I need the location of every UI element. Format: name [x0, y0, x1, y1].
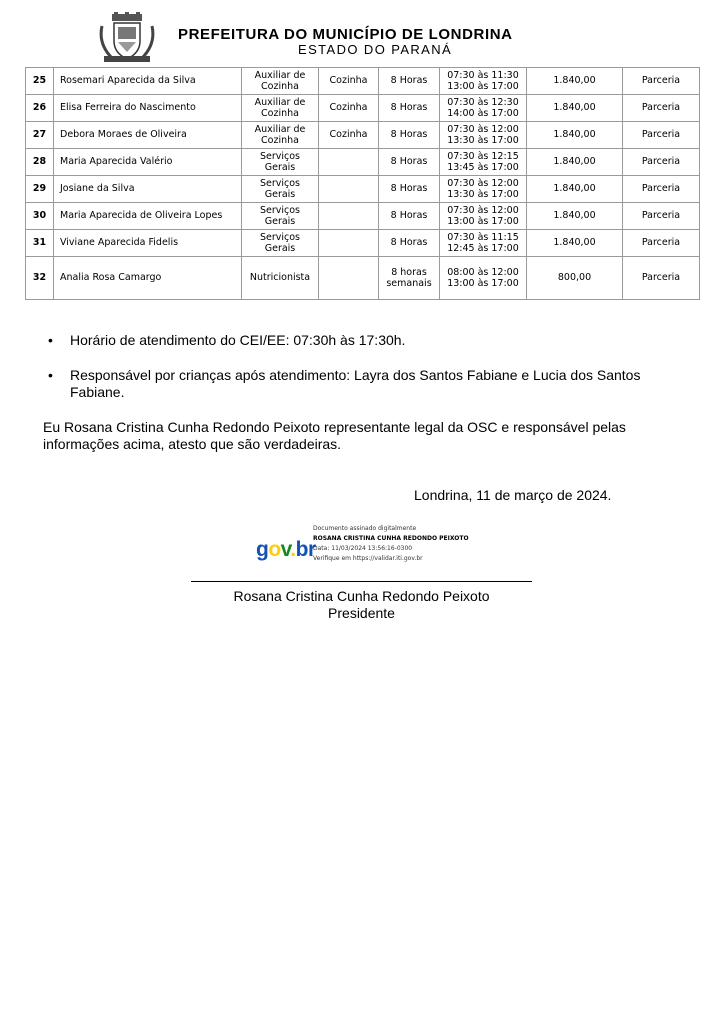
employee-name-text: Maria Aparecida Valério	[60, 156, 173, 168]
job-role-text: Auxiliar de	[254, 69, 306, 81]
employee-name-text: Analia Rosa Camargo	[60, 272, 162, 284]
bullet-glyph: •	[48, 332, 53, 348]
work-schedule-text: 13:30 às 17:00	[447, 189, 519, 200]
work-schedule	[440, 257, 527, 300]
job-role-text: Auxiliar de	[254, 96, 306, 108]
employee-name-text: Josiane da Silva	[60, 183, 135, 195]
job-role	[242, 95, 319, 122]
table-row	[26, 95, 700, 122]
row-number-text: 31	[32, 237, 47, 249]
work-schedule-text: 13:00 às 17:00	[447, 81, 519, 92]
salary-value-text: 1.840,00	[553, 183, 596, 195]
work-hours	[379, 149, 440, 176]
employment-link-text: Parceria	[641, 156, 681, 168]
row-number	[26, 122, 54, 149]
employee-name	[54, 257, 242, 300]
salary-value-text: 1.840,00	[553, 210, 596, 222]
date-line: Londrina, 11 de março de 2024.	[414, 487, 612, 503]
employee-name-text: Rosemari Aparecida da Silva	[60, 75, 196, 87]
work-schedule-text: 07:30 às 11:30	[447, 69, 519, 81]
table-row	[26, 68, 700, 95]
employment-link-text: Parceria	[641, 272, 681, 284]
employment-link-text: Parceria	[641, 210, 681, 222]
employment-link	[623, 203, 700, 230]
employment-link	[623, 149, 700, 176]
job-role-text: Cozinha	[261, 135, 299, 146]
row-number-text: 30	[32, 210, 47, 222]
salary-value-text: 800,00	[557, 272, 592, 284]
work-schedule-text: 07:30 às 12:15	[447, 150, 519, 162]
notes-list	[48, 332, 668, 419]
work-hours-text: 8 Horas	[390, 75, 428, 87]
row-number	[26, 176, 54, 203]
employee-name-text: Viviane Aparecida Fidelis	[60, 237, 179, 249]
work-sector	[319, 68, 379, 95]
row-number-text: 28	[32, 156, 47, 168]
work-sector-text: Cozinha	[329, 129, 368, 141]
work-hours	[379, 122, 440, 149]
salary-value	[527, 95, 623, 122]
list-item	[48, 367, 668, 401]
employment-link-text: Parceria	[641, 183, 681, 195]
salary-value-text: 1.840,00	[553, 156, 596, 168]
municipality-title: PREFEITURA DO MUNICÍPIO DE LONDRINA	[178, 26, 513, 43]
work-schedule	[440, 68, 527, 95]
work-hours-text: 8 Horas	[390, 102, 428, 114]
work-hours-text: 8 horas	[391, 266, 427, 278]
row-number-text: 29	[32, 183, 47, 195]
signatory-role: Presidente	[328, 605, 395, 621]
work-hours-text: 8 Horas	[390, 156, 428, 168]
employment-link	[623, 257, 700, 300]
work-hours-text: 8 Horas	[390, 237, 428, 249]
staff-table	[25, 67, 700, 300]
list-item	[48, 332, 668, 349]
table-row	[26, 230, 700, 257]
job-role	[242, 257, 319, 300]
row-number-text: 32	[32, 272, 47, 284]
work-sector-text: Cozinha	[329, 102, 368, 114]
employment-link-text: Parceria	[641, 237, 681, 249]
row-number	[26, 230, 54, 257]
row-number	[26, 149, 54, 176]
job-role-text: Serviços	[259, 177, 301, 189]
salary-value	[527, 68, 623, 95]
work-schedule	[440, 149, 527, 176]
employment-link-text: Parceria	[641, 102, 681, 114]
signer-name: ROSANA CRISTINA CUNHA REDONDO PEIXOTO	[313, 535, 469, 542]
job-role-text: Serviços	[259, 204, 301, 216]
work-hours	[379, 68, 440, 95]
opening-hours-note: Horário de atendimento do CEI/EE: 07:30h às 17:30h.	[70, 332, 406, 348]
work-hours	[379, 176, 440, 203]
row-number	[26, 95, 54, 122]
work-sector	[319, 230, 379, 257]
work-schedule-text: 07:30 às 12:30	[447, 96, 519, 108]
work-schedule	[440, 95, 527, 122]
row-number-text: 25	[32, 75, 47, 87]
work-sector-text: Cozinha	[329, 75, 368, 87]
employee-name	[54, 176, 242, 203]
work-hours	[379, 95, 440, 122]
employee-name	[54, 68, 242, 95]
table-row	[26, 122, 700, 149]
work-hours	[379, 230, 440, 257]
guardian-note: Responsável por crianças após atendimento: Layra dos Santos Fabiane e Lucia dos Santos Fabiane.	[70, 367, 641, 400]
work-schedule	[440, 176, 527, 203]
job-role-text: Cozinha	[261, 108, 299, 119]
row-number	[26, 68, 54, 95]
salary-value-text: 1.840,00	[553, 75, 596, 87]
work-sector	[319, 122, 379, 149]
row-number-text: 26	[32, 102, 47, 114]
signature-caption: Documento assinado digitalmente	[313, 525, 417, 532]
work-schedule	[440, 230, 527, 257]
municipal-crest-icon	[98, 12, 156, 64]
salary-value-text: 1.840,00	[553, 102, 596, 114]
signature-date: Data: 11/03/2024 13:56:16-0300	[313, 545, 413, 552]
job-role-text: Gerais	[264, 162, 296, 173]
employee-name-text: Debora Moraes de Oliveira	[60, 129, 187, 141]
employment-link-text: Parceria	[641, 75, 681, 87]
job-role-text: Serviços	[259, 231, 301, 243]
salary-value	[527, 203, 623, 230]
work-hours-text: 8 Horas	[390, 183, 428, 195]
employment-link	[623, 230, 700, 257]
job-role	[242, 230, 319, 257]
employment-link	[623, 122, 700, 149]
row-number	[26, 257, 54, 300]
employee-name	[54, 149, 242, 176]
work-schedule-text: 14:00 às 17:00	[447, 108, 519, 119]
work-schedule-text: 12:45 às 17:00	[447, 243, 519, 254]
work-schedule-text: 13:00 às 17:00	[447, 278, 519, 289]
job-role	[242, 122, 319, 149]
job-role	[242, 68, 319, 95]
state-subtitle: ESTADO DO PARANÁ	[298, 42, 453, 57]
work-hours-text: semanais	[386, 278, 432, 289]
work-schedule-text: 07:30 às 11:15	[447, 231, 519, 243]
work-sector	[319, 257, 379, 300]
employee-name	[54, 122, 242, 149]
attestation-paragraph: Eu Rosana Cristina Cunha Redondo Peixoto representante legal da OSC e responsável pelas informações acima, atesto que são verdadeiras.	[43, 419, 626, 452]
work-schedule-text: 07:30 às 12:00	[447, 123, 519, 135]
job-role-text: Serviços	[259, 150, 301, 162]
work-sector	[319, 95, 379, 122]
employee-name	[54, 95, 242, 122]
employment-link-text: Parceria	[641, 129, 681, 141]
table-row	[26, 203, 700, 230]
table-row	[26, 149, 700, 176]
verify-link[interactable]: Verifique em https://validar.iti.gov.br	[313, 555, 423, 562]
salary-value	[527, 149, 623, 176]
employee-name	[54, 203, 242, 230]
job-role	[242, 203, 319, 230]
work-sector	[319, 149, 379, 176]
work-hours-text: 8 Horas	[390, 210, 428, 222]
work-schedule	[440, 122, 527, 149]
job-role-text: Cozinha	[261, 81, 299, 92]
salary-value	[527, 230, 623, 257]
bullet-glyph: •	[48, 367, 53, 383]
salary-value	[527, 257, 623, 300]
work-hours	[379, 257, 440, 300]
work-schedule-text: 07:30 às 12:00	[447, 177, 519, 189]
work-schedule-text: 08:00 às 12:00	[447, 266, 519, 278]
row-number-text: 27	[32, 129, 47, 141]
employee-name-text: Maria Aparecida de Oliveira Lopes	[60, 210, 223, 222]
table-row	[26, 257, 700, 300]
work-schedule-text: 13:30 às 17:00	[447, 135, 519, 146]
work-schedule-text: 07:30 às 12:00	[447, 204, 519, 216]
salary-value-text: 1.840,00	[553, 129, 596, 141]
job-role-text: Nutricionista	[249, 272, 311, 284]
signature-details	[313, 524, 469, 564]
employee-name-text: Elisa Ferreira do Nascimento	[60, 102, 196, 114]
job-role-text: Gerais	[264, 216, 296, 227]
govbr-logo-text: gov.br	[256, 538, 316, 561]
job-role	[242, 176, 319, 203]
work-hours-text: 8 Horas	[390, 129, 428, 141]
salary-value	[527, 122, 623, 149]
work-schedule-text: 13:00 às 17:00	[447, 216, 519, 227]
work-schedule	[440, 203, 527, 230]
work-schedule-text: 13:45 às 17:00	[447, 162, 519, 173]
work-sector	[319, 203, 379, 230]
page-header	[98, 12, 618, 64]
salary-value-text: 1.840,00	[553, 237, 596, 249]
job-role-text: Gerais	[264, 243, 296, 254]
job-role-text: Gerais	[264, 189, 296, 200]
govbr-logo	[256, 538, 316, 562]
employment-link	[623, 95, 700, 122]
work-sector	[319, 176, 379, 203]
row-number	[26, 203, 54, 230]
signature-line	[191, 581, 532, 582]
staff-table-body	[26, 68, 700, 300]
job-role-text: Auxiliar de	[254, 123, 306, 135]
salary-value	[527, 176, 623, 203]
work-hours	[379, 203, 440, 230]
employee-name	[54, 230, 242, 257]
employment-link	[623, 68, 700, 95]
job-role	[242, 149, 319, 176]
employment-link	[623, 176, 700, 203]
table-row	[26, 176, 700, 203]
digital-signature-stamp	[256, 524, 476, 570]
signatory-name: Rosana Cristina Cunha Redondo Peixoto	[233, 588, 490, 604]
